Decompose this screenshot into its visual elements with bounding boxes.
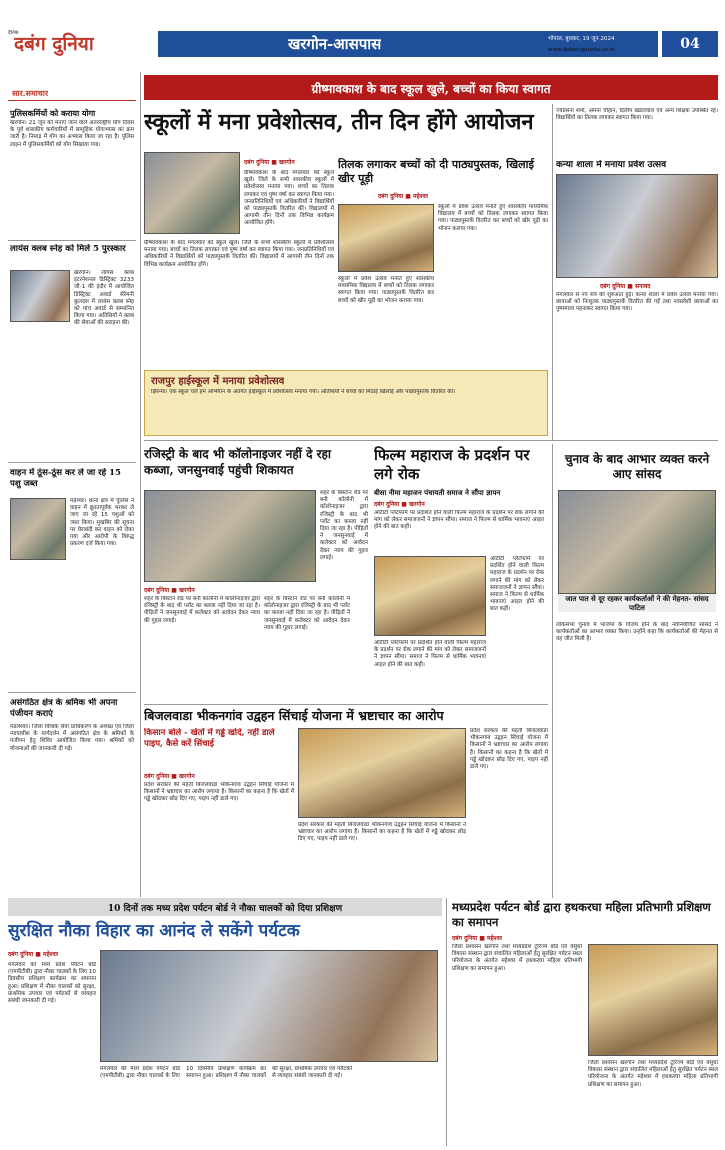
bijli-body-2 xyxy=(470,728,548,892)
bijli-body-text-2: प्रदेश सरकार की महती बिजलवाडा भीकनगांव उद्वहन सिंचाई योजना में किसानों ने भ्रष्टाचार का आरोप लगाया है। किसानों का कहना है कि खेतों में गड्ढे खोदकर छोड़ दिए गए, पाइप नहीं डाले गए। xyxy=(298,822,466,843)
lead-body-text: ग्रीष्मावकाश के बाद मंगलवार को स्कूल खुले। जिले के सभी शासकीय स्कूलों में प्रवेशोत्सव मनाया गया। बच्चों का तिलक लगाकर एवं पुष्प वर्षा कर स्वागत किया गया। जनप्रतिनिधियों एवं अधिकारियों ने विद्यार्थियों को पाठ्यपुस्तकें वितरित कीं। विद्यालयों में आगामी तीन दिनों तक विभिन्न कार्यक्रम आयोजित होंगे। xyxy=(144,240,334,268)
kanya-body: मंगलवार से नए सत्र की शुरुआत हुई। कन्या शाला में प्रवेश उत्सव मनाया गया। छात्राओं को निःशुल्क पाठ्यपुस्तकें वितरित की गईं तथा नवप्रवेशी छात्राओं का पुष्पमाला पहनाकर स्वागत किया गया। xyxy=(556,292,718,313)
kanya-byline: दबंग दुनिया ■ सनावद xyxy=(600,283,651,290)
hathkargha-body: जिला प्रशासन खरगोन तथा मध्यप्रदेश टूरिज्म बोर्ड एवं वसुधा विकास संस्थान द्वारा संचालित महिलाओं हेतु सुरक्षित पर्यटन स्थल परियोजना के अंतर्गत महेश्वर में हथकरघा महिला प्रतिभागी प्रशिक्षण का समापन हुआ। xyxy=(452,944,582,972)
tilak-photo xyxy=(338,204,434,272)
right-top-body: ज्योत्सना शर्मा, अमना चौहान, दिलीप खंडेलवाल एवं अन्य शिक्षक उपस्थित रहे। विद्यार्थियों का तिलक लगाकर स्वागत किया गया। xyxy=(556,108,718,122)
tilak-byline: दबंग दुनिया ■ महेश्वर xyxy=(378,193,429,200)
hathkargha-photo xyxy=(588,944,718,1056)
film-photo xyxy=(374,556,486,636)
training-strip xyxy=(8,898,442,916)
tilak-headline: तिलक लगाकर बच्चों को दी पाठ्यपुस्तक, खिलाई खीर पूड़ी xyxy=(338,158,534,185)
film-body-3 xyxy=(374,640,486,696)
story-cattle-body: महेश्वर। थाना क्षेत्र में पुलिस ने वाहन में क्रूरतापूर्वक भरकर ले जाए जा रहे 15 पशुओं को जब्त किया। मुखबिर की सूचना पर घेराबंदी कर वाहन को रोका गया और आरोपी के विरुद्ध प्रकरण दर्ज किया गया। xyxy=(70,498,134,548)
story-lions-body: खरगोन। लायंस क्लब इंटरनेशनल डिस्ट्रिक्ट 3233 जी-1 की इंदौर में आयोजित डिस्ट्रिक्ट अवार्ड सेरेमनी कुलदश में लायंस क्लब स्नेह को पांच अवार्ड से सम्मानित किया गया। अतिथियों ने क्लब की सेवाओं की सराहना की। xyxy=(74,270,134,327)
bijli-body-text: प्रदेश सरकार की महती बिजलवाडा भीकनगांव उद्वहन सिंचाई योजना में किसानों ने भ्रष्टाचार का आरोप लगाया है। किसानों का कहना है कि खेतों में गड्ढे खोदकर छोड़ दिए गए, पाइप नहीं डाले गए। xyxy=(470,728,548,771)
film-byline: दबंग दुनिया ■ खरगोन xyxy=(374,501,425,508)
hathkargha-headline: मध्यप्रदेश पर्यटन बोर्ड द्वारा हथकरघा महिला प्रतिभागी प्रशिक्षण का समापन xyxy=(452,900,711,929)
nauka-body: मंगलवार को मध्य प्रदेश पर्यटन बोर्ड (एमपीटीबी) द्वारा नौका चालकों के लिए 10 दिवसीय प्रशिक्षण कार्यक्रम का समापन हुआ। प्रशिक्षण में नौका चालकों को सुरक्षा, प्राथमिक उपचार एवं पर्यटकों से व्यवहार संबंधी जानकारी दी गई। xyxy=(8,962,96,1005)
kanya-photo xyxy=(556,174,718,278)
top-banner xyxy=(144,75,718,100)
hathkargha-byline: दबंग दुनिया ■ महेश्वर xyxy=(452,935,503,942)
rajpur-box-title: राजपुर हाईस्कूल में मनाया प्रवेशोत्सव xyxy=(151,376,285,387)
sansad-photo xyxy=(558,490,716,594)
section-title: खरगोन-आसपास xyxy=(288,35,382,53)
strip-text: 10 दिनों तक मध्य प्रदेश पर्यटन बोर्ड ने नौका चालकों को दिया प्रशिक्षण xyxy=(107,904,343,914)
film-body-text: ओटीटी प्लेटफॉर्म पर प्रदर्शित होने वाली फिल्म महाराज के प्रदर्शन पर रोक लगाने की मांग को लेकर समाजजनों ने ज्ञापन सौंपा। समाज ने फिल्म से धार्मिक भावनाएं आहत होने की बात कही। xyxy=(490,556,544,613)
banner-text: ग्रीष्मावकाश के बाद स्कूल खुले, बच्चों का किया स्वागत xyxy=(311,82,551,96)
story-lions-head: लायंस क्लब स्नेह को मिले 5 पुरस्कार xyxy=(10,244,126,254)
registry-photo xyxy=(144,490,316,582)
registry-side-text: शहर के बिस्टान रोड पर बनी कॉलोनी में कॉलोनाइजर द्वारा रजिस्ट्री के बाद भी प्लॉट का कब्जा नहीं दिया जा रहा है। पीड़ितों ने जनसुनवाई में कलेक्टर को आवेदन देकर न्याय की गुहार लगाई। xyxy=(320,490,368,561)
story-cattle-head: वाहन में ठूंस-ठूंस कर ले जा रहे 15 पशु जब्त xyxy=(10,468,121,489)
story-labour-body: मंडलेश्वर। जिला विधिक सेवा प्राधिकरण के अध्यक्ष एवं जिला न्यायाधीश के मार्गदर्शन में असंगठित क्षेत्र के श्रमिकों के पंजीयन हेतु शिविर आयोजित किया गया। श्रमिकों को योजनाओं की जानकारी दी गई। xyxy=(10,724,134,752)
tilak-body-text: स्कूलों में प्रवेश उत्सव मनाते हुए शासकीय माध्यमिक विद्यालय में बच्चों को तिलक लगाकर स्वागत किया गया। पाठ्यपुस्तकें वितरित कर बच्चों को खीर पूड़ी का भोजन कराया गया। xyxy=(338,276,434,304)
page-number: 04 xyxy=(662,31,718,57)
kanya-headline: कन्या शाला में मनाया प्रवेश उत्सव xyxy=(556,160,667,170)
lead-headline: स्कूलों में मना प्रवेशोत्सव, तीन दिन होंगे आयोजन xyxy=(144,109,534,135)
date-line: भोपाल, बुधवार, 19 जून 2024 xyxy=(548,36,615,42)
lead-body-cont xyxy=(144,240,334,364)
registry-byline: दबंग दुनिया ■ खरगोन xyxy=(144,587,195,594)
website: www.dabangdunia.co.in xyxy=(548,47,615,53)
sansad-headline: चुनाव के बाद आभार व्यक्त करने आए सांसद xyxy=(564,452,710,481)
film-body-2 xyxy=(490,556,544,696)
registry-side xyxy=(320,490,368,590)
film-subhead: बीसा नीमा महाजन पंचायती समाज ने सौंपा ज्ञापन xyxy=(374,488,501,497)
section-label: सार.समाचार xyxy=(12,88,49,98)
nauka-headline: सुरक्षित नौका विहार का आनंद ले सकेंगे पर्यटक xyxy=(8,921,300,941)
tilak-body: स्कूलों में प्रवेश उत्सव मनाते हुए शासकीय माध्यमिक विद्यालय में बच्चों को तिलक लगाकर स्वागत किया गया। पाठ्यपुस्तकें वितरित कर बच्चों को खीर पूड़ी का भोजन कराया गया। xyxy=(438,204,548,232)
bijli-body-3 xyxy=(298,822,466,892)
film-body-text-2: ओटीटी प्लेटफॉर्म पर प्रदर्शित होने वाली फिल्म महाराज के प्रदर्शन पर रोक लगाने की मांग को लेकर समाजजनों ने ज्ञापन सौंपा। समाज ने फिल्म से धार्मिक भावनाएं आहत होने की बात कही। xyxy=(374,640,486,668)
registry-headline: रजिस्ट्री के बाद भी कॉलोनाइजर नहीं दे रहा कब्जा, जनसुनवाई पहुंची शिकायत xyxy=(144,447,332,477)
left-column xyxy=(8,70,136,950)
bijli-headline: बिजलवाडा भीकनगांव उद्वहन सिंचाई योजना में भ्रष्टाचार का आरोप xyxy=(144,708,444,723)
lions-photo xyxy=(10,270,70,322)
sansad-caption: जात पात से दूर रहकर कार्यकर्ताओं ने की मेहनत- सांसद पाटिल xyxy=(558,594,716,612)
bijli-byline: दबंग दुनिया ■ खरगोन xyxy=(144,773,195,780)
film-headline: फिल्म महाराज के प्रदर्शन पर लगे रोक xyxy=(374,446,530,483)
nauka-body-text: मंगलवार को मध्य प्रदेश पर्यटन बोर्ड (एमपीटीबी) द्वारा नौका चालकों के लिए 10 दिवसीय प्रशिक्षण कार्यक्रम का समापन हुआ। प्रशिक्षण में नौका चालकों को सुरक्षा, प्राथमिक उपचार एवं पर्यटकों से व्यवहार संबंधी जानकारी दी गई। xyxy=(100,1066,352,1080)
rajpur-box-body: झिरन्या। एक स्कूल चलें हम अभियान के अंतर्गत हाईस्कूल में प्रवेशोत्सव मनाया गया। अतिथियों ने बच्चों को मिठाई खिलाई और पाठ्यपुस्तकें वितरित कीं। xyxy=(151,389,456,395)
bijli-subhead: किसान बोले - खेतों में गड्ढे खोदे, नहीं डाले पाइप, कैसे करें सिंचाई xyxy=(144,728,275,749)
sansad-body: लोकसभा चुनाव में भाजपा के विजय होने के बाद नवनिर्वाचित सांसद ने कार्यकर्ताओं का आभार व्यक्त किया। उन्होंने कहा कि कार्यकर्ताओं की मेहनत से यह जीत मिली है। xyxy=(556,622,718,643)
masthead xyxy=(0,0,725,70)
story-labour-head: असंगठित क्षेत्र के श्रमिक भी अपना पंजीयन कराएं xyxy=(10,698,118,719)
hathkargha-body-text: जिला प्रशासन खरगोन तथा मध्यप्रदेश टूरिज्म बोर्ड एवं वसुधा विकास संस्थान द्वारा संचालित महिलाओं हेतु सुरक्षित पर्यटन स्थल परियोजना के अंतर्गत महेश्वर में हथकरघा महिला प्रतिभागी प्रशिक्षण का समापन हुआ। xyxy=(588,1060,718,1088)
nauka-photo xyxy=(100,950,438,1062)
story-yoga-body: खरगोन। 21 जून को मनाए जाने वाले अंतरराष्ट्रीय योग दिवस के पूर्व शासकीय कर्मचारियों में सामूहिक योगाभ्यास का क्रम जारी है। निमाड़ में योग का अभ्यास किया जा रहा है। पुलिस लाइन में पुलिसकर्मियों को योग सिखाया गया। xyxy=(10,120,134,148)
lead-byline: दबंग दुनिया ■ खरगोन xyxy=(244,159,295,166)
cattle-photo xyxy=(10,498,66,560)
bijli-body: प्रदेश सरकार की महती बिजलवाडा भीकनगांव उद्वहन सिंचाई योजना में किसानों ने भ्रष्टाचार का आरोप लगाया है। किसानों का कहना है कि खेतों में गड्ढे खोदकर छोड़ दिए गए, पाइप नहीं डाले गए। xyxy=(144,782,294,803)
nauka-byline: दबंग दुनिया ■ महेश्वर xyxy=(8,951,59,958)
logo: दबंग दुनिया xyxy=(14,33,94,55)
lead-body: ग्रीष्मावकाश के बाद मंगलवार को स्कूल खुले। जिले के सभी शासकीय स्कूलों में प्रवेशोत्सव मनाया गया। बच्चों का तिलक लगाकर एवं पुष्प वर्षा कर स्वागत किया गया। जनप्रतिनिधियों एवं अधिकारियों ने विद्यार्थियों को पाठ्यपुस्तकें वितरित कीं। विद्यालयों में आगामी तीन दिनों तक विभिन्न कार्यक्रम आयोजित होंगे। xyxy=(244,170,334,227)
story-yoga-head: पुलिसकर्मियों को कराया योगा xyxy=(10,108,96,118)
registry-body-text: शहर के बिस्टान रोड पर बनी कॉलोनी में कॉलोनाइजर द्वारा रजिस्ट्री के बाद भी प्लॉट का कब्जा नहीं दिया जा रहा है। पीड़ितों ने जनसुनवाई में कलेक्टर को आवेदन देकर न्याय की गुहार लगाई। xyxy=(264,596,350,631)
tilak-body-cont xyxy=(338,276,434,364)
bijli-photo xyxy=(298,728,466,818)
nauka-body-2 xyxy=(100,1066,438,1142)
registry-body-2 xyxy=(264,596,350,700)
film-body: ओटीटी प्लेटफॉर्म पर प्रदर्शित होने वाली फिल्म महाराज के प्रदर्शन पर रोक लगाने की मांग को लेकर समाजजनों ने ज्ञापन सौंपा। समाज ने फिल्म से धार्मिक भावनाएं आहत होने की बात कही। xyxy=(374,510,544,531)
logo-small: दैनिक xyxy=(8,30,19,36)
rajpur-box xyxy=(144,370,548,436)
lead-photo xyxy=(144,152,240,234)
sansad-box xyxy=(556,446,718,614)
registry-body: शहर के बिस्टान रोड पर बनी कॉलोनी में कॉलोनाइजर द्वारा रजिस्ट्री के बाद भी प्लॉट का कब्जा नहीं दिया जा रहा है। पीड़ितों ने जनसुनवाई में कलेक्टर को आवेदन देकर न्याय की गुहार लगाई। xyxy=(144,596,260,624)
hathkargha-body-2 xyxy=(588,1060,718,1142)
